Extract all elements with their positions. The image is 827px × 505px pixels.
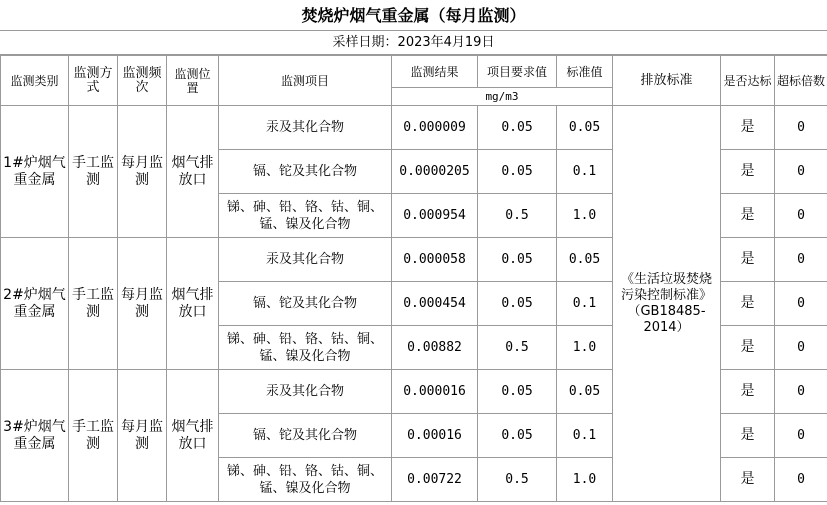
result-cell: 0.000954 [392, 194, 478, 238]
frequency-cell: 每月监测 [118, 106, 167, 238]
compliant-cell: 是 [721, 194, 775, 238]
exceed-ratio-cell: 0 [775, 282, 827, 326]
method-cell: 手工监测 [69, 370, 118, 502]
requirement-cell: 0.5 [478, 326, 557, 370]
standard-cell: 0.1 [557, 414, 613, 458]
frequency-cell: 每月监测 [118, 370, 167, 502]
requirement-cell: 0.5 [478, 194, 557, 238]
requirement-cell: 0.5 [478, 458, 557, 502]
item-cell: 汞及其化合物 [219, 238, 392, 282]
result-cell: 0.000009 [392, 106, 478, 150]
exceed-ratio-cell: 0 [775, 326, 827, 370]
item-cell: 锑、砷、铅、铬、钴、铜、锰、镍及化合物 [219, 194, 392, 238]
exceed-ratio-cell: 0 [775, 238, 827, 282]
category-cell: 3#炉烟气重金属 [1, 370, 69, 502]
standard-cell: 0.05 [557, 106, 613, 150]
result-cell: 0.000016 [392, 370, 478, 414]
compliant-cell: 是 [721, 414, 775, 458]
result-cell: 0.00882 [392, 326, 478, 370]
requirement-cell: 0.05 [478, 282, 557, 326]
standard-cell: 1.0 [557, 326, 613, 370]
sheet-title: 焚烧炉烟气重金属（每月监测） [0, 0, 827, 31]
standard-cell: 0.1 [557, 150, 613, 194]
result-cell: 0.000454 [392, 282, 478, 326]
item-cell: 锑、砷、铅、铬、钴、铜、锰、镍及化合物 [219, 326, 392, 370]
exceed-ratio-cell: 0 [775, 414, 827, 458]
item-cell: 镉、铊及其化合物 [219, 414, 392, 458]
standard-cell: 0.05 [557, 238, 613, 282]
result-cell: 0.000058 [392, 238, 478, 282]
requirement-cell: 0.05 [478, 150, 557, 194]
header-location: 监测位置 [167, 56, 219, 106]
header-item: 监测项目 [219, 56, 392, 106]
exceed-ratio-cell: 0 [775, 194, 827, 238]
result-cell: 0.00016 [392, 414, 478, 458]
header-unit: mg/m3 [392, 88, 613, 106]
method-cell: 手工监测 [69, 106, 118, 238]
standard-cell: 0.05 [557, 370, 613, 414]
discharge-standard-cell: 《生活垃圾焚烧污染控制标准》（GB18485-2014） [613, 106, 721, 502]
category-cell: 2#炉烟气重金属 [1, 238, 69, 370]
header-exceed-ratio: 超标倍数 [775, 56, 827, 106]
requirement-cell: 0.05 [478, 106, 557, 150]
method-cell: 手工监测 [69, 238, 118, 370]
exceed-ratio-cell: 0 [775, 370, 827, 414]
compliant-cell: 是 [721, 238, 775, 282]
item-cell: 镉、铊及其化合物 [219, 282, 392, 326]
compliant-cell: 是 [721, 282, 775, 326]
compliant-cell: 是 [721, 326, 775, 370]
frequency-cell: 每月监测 [118, 238, 167, 370]
sampling-date: 采样日期：2023年4月19日 [0, 31, 827, 55]
result-cell: 0.0000205 [392, 150, 478, 194]
requirement-cell: 0.05 [478, 238, 557, 282]
category-cell: 1#炉烟气重金属 [1, 106, 69, 238]
standard-cell: 0.1 [557, 282, 613, 326]
compliant-cell: 是 [721, 150, 775, 194]
header-category: 监测类别 [1, 56, 69, 106]
header-standard: 标准值 [557, 56, 613, 88]
item-cell: 锑、砷、铅、铬、钴、铜、锰、镍及化合物 [219, 458, 392, 502]
compliant-cell: 是 [721, 458, 775, 502]
location-cell: 烟气排放口 [167, 238, 219, 370]
monitoring-table [0, 55, 827, 502]
result-cell: 0.00722 [392, 458, 478, 502]
standard-cell: 1.0 [557, 458, 613, 502]
item-cell: 镉、铊及其化合物 [219, 150, 392, 194]
location-cell: 烟气排放口 [167, 370, 219, 502]
compliant-cell: 是 [721, 370, 775, 414]
requirement-cell: 0.05 [478, 370, 557, 414]
header-method: 监测方式 [69, 56, 118, 106]
table-row [1, 106, 827, 150]
location-cell: 烟气排放口 [167, 106, 219, 238]
item-cell: 汞及其化合物 [219, 370, 392, 414]
header-result: 监测结果 [392, 56, 478, 88]
standard-cell: 1.0 [557, 194, 613, 238]
compliant-cell: 是 [721, 106, 775, 150]
exceed-ratio-cell: 0 [775, 106, 827, 150]
item-cell: 汞及其化合物 [219, 106, 392, 150]
header-compliant: 是否达标 [721, 56, 775, 106]
header-requirement: 项目要求值 [478, 56, 557, 88]
exceed-ratio-cell: 0 [775, 150, 827, 194]
header-discharge-standard: 排放标准 [613, 56, 721, 106]
exceed-ratio-cell: 0 [775, 458, 827, 502]
header-frequency: 监测频次 [118, 56, 167, 106]
requirement-cell: 0.05 [478, 414, 557, 458]
